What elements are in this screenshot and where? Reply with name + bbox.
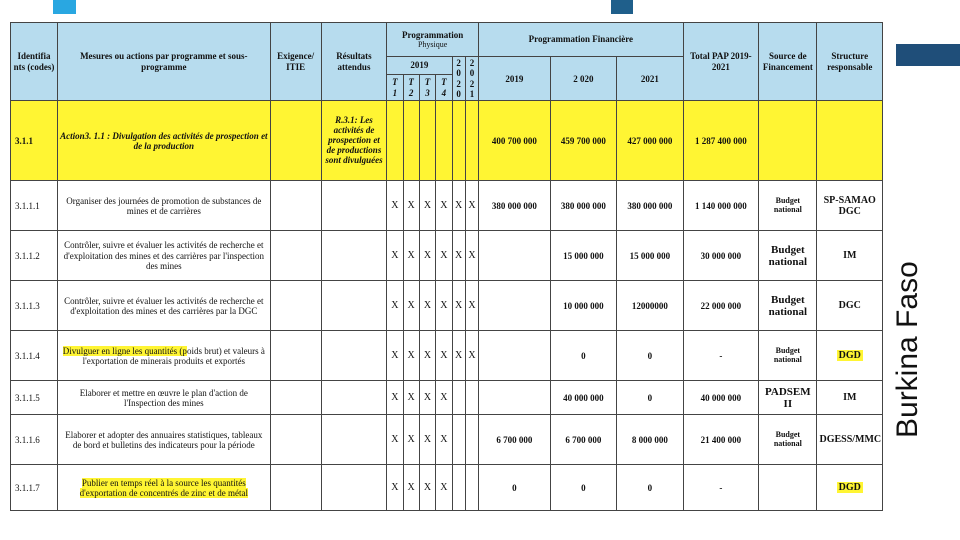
row-result (321, 331, 386, 381)
row-y2021: X (465, 331, 478, 381)
row-result (321, 465, 386, 511)
row-exigence (270, 231, 321, 281)
header-q2: T 2 (403, 74, 419, 101)
row-t3: X (419, 231, 435, 281)
header-identif: Identifia nts (codes) (11, 23, 58, 101)
action-fin-2020: 459 700 000 (550, 101, 616, 181)
header-q1: T 1 (387, 74, 403, 101)
row-y2020 (452, 415, 465, 465)
row-structure (817, 331, 883, 381)
row-result (321, 231, 386, 281)
row-total: 22 000 000 (683, 281, 759, 331)
row-structure (817, 415, 883, 465)
header-prog-physique-title: Programmation (401, 29, 464, 40)
header-prog-financiere: Programmation Financière (479, 23, 683, 57)
row-exigence (270, 181, 321, 231)
row-structure-text: DGC (838, 300, 861, 312)
row-structure (817, 281, 883, 331)
row-t3: X (419, 181, 435, 231)
row-t4: X (436, 415, 452, 465)
row-source: Budget national (759, 281, 817, 331)
header-exigence: Exigence/ ITIE (270, 23, 321, 101)
row-code: 3.1.1.7 (11, 465, 58, 511)
row-measure (58, 331, 271, 381)
row-structure-text: IM (843, 250, 857, 262)
row-measure-text: Contrôler, suivre et évaluer les activités de recherche et d'exploitation des mines et des carrières par l'inspection des mines (63, 240, 265, 272)
action-row (11, 101, 883, 181)
row-t1: X (387, 381, 403, 415)
row-t1: X (387, 231, 403, 281)
action-total: 1 287 400 000 (683, 101, 759, 181)
row-t2: X (403, 381, 419, 415)
row-fin-2019 (479, 231, 551, 281)
row-t4: X (436, 281, 452, 331)
row-total: 40 000 000 (683, 381, 759, 415)
row-fin-2021: 0 (617, 381, 683, 415)
row-y2021: X (465, 281, 478, 331)
row-t3: X (419, 381, 435, 415)
header-year-2020: 2 0 2 0 (452, 57, 465, 101)
row-fin-2019: 6 700 000 (479, 415, 551, 465)
action-exigence (270, 101, 321, 181)
row-fin-2021: 15 000 000 (617, 231, 683, 281)
row-result (321, 415, 386, 465)
row-exigence (270, 281, 321, 331)
row-structure-text: SP-SAMAO DGC (823, 194, 876, 217)
row-exigence (270, 465, 321, 511)
row-t3: X (419, 465, 435, 511)
row-source: PADSEM II (759, 381, 817, 415)
row-exigence (270, 381, 321, 415)
row-code: 3.1.1.4 (11, 331, 58, 381)
decorative-bar-side (896, 44, 960, 66)
header-prog-physique-sub: Physique (417, 40, 448, 50)
row-fin-2019: 380 000 000 (479, 181, 551, 231)
table-row-3-1-1-3 (11, 281, 883, 331)
row-measure-text: Elaborer et adopter des annuaires statistiques, tableaux de bord et bulletins des indicateurs pour la période (65, 429, 263, 450)
row-fin-2019: 0 (479, 465, 551, 511)
row-structure (817, 381, 883, 415)
header-q3: T 3 (419, 74, 435, 101)
row-source: Budget national (759, 181, 817, 231)
row-t1: X (387, 415, 403, 465)
row-t2: X (403, 415, 419, 465)
row-fin-2020: 6 700 000 (550, 415, 616, 465)
table-row-3-1-1-6 (11, 415, 883, 465)
table-row-3-1-1-2 (11, 231, 883, 281)
decorative-bar-right (611, 0, 633, 14)
row-t2: X (403, 281, 419, 331)
row-y2020: X (452, 331, 465, 381)
row-source: Budget national (759, 331, 817, 381)
action-result: R.3.1: Les activités de prospection et de productions sont divulguées (321, 101, 386, 181)
row-fin-2019 (479, 331, 551, 381)
action-fin-2021: 427 000 000 (617, 101, 683, 181)
header-mesures: Mesures ou actions par programme et sous-programme (58, 23, 271, 101)
row-result (321, 381, 386, 415)
row-source: Budget national (759, 231, 817, 281)
row-y2021 (465, 415, 478, 465)
row-t3: X (419, 415, 435, 465)
row-structure (817, 181, 883, 231)
country-title: Burkina Faso (891, 261, 924, 438)
row-source (759, 465, 817, 511)
header-year-2021: 2 0 2 1 (465, 57, 478, 101)
row-fin-2020: 10 000 000 (550, 281, 616, 331)
header-fin-2020: 2 020 (550, 57, 616, 101)
table-row-3-1-1-4 (11, 331, 883, 381)
table-row-3-1-1-7 (11, 465, 883, 511)
row-total: 21 400 000 (683, 415, 759, 465)
row-t2: X (403, 231, 419, 281)
table-row-3-1-1-1 (11, 181, 883, 231)
row-fin-2019 (479, 281, 551, 331)
row-measure (58, 281, 271, 331)
row-y2020 (452, 465, 465, 511)
row-t1: X (387, 281, 403, 331)
row-y2020: X (452, 281, 465, 331)
row-result (321, 281, 386, 331)
row-fin-2021: 8 000 000 (617, 415, 683, 465)
row-t4: X (436, 181, 452, 231)
row-fin-2021: 0 (617, 465, 683, 511)
row-result (321, 181, 386, 231)
row-fin-2019 (479, 381, 551, 415)
row-y2020: X (452, 231, 465, 281)
row-measure (58, 231, 271, 281)
row-structure (817, 465, 883, 511)
row-y2021 (465, 381, 478, 415)
header-fin-2021: 2021 (617, 57, 683, 101)
header-total: Total PAP 2019-2021 (683, 23, 759, 101)
row-y2020: X (452, 181, 465, 231)
header-source: Source de Financement (759, 23, 817, 101)
header-year-2019: 2019 (387, 57, 452, 75)
row-structure-text: DGD (838, 350, 861, 362)
header-resultats: Résultats attendus (321, 23, 386, 101)
row-t2: X (403, 465, 419, 511)
row-fin-2021: 0 (617, 331, 683, 381)
row-fin-2020: 0 (550, 465, 616, 511)
row-measure-text: oids brut) et valeurs à l'exportation de minerais produits et exportés (82, 345, 265, 366)
row-y2021 (465, 465, 478, 511)
row-measure-text: Elaborer et mettre en œuvre le plan d'action de l'Inspection des mines (79, 387, 248, 408)
row-t1: X (387, 465, 403, 511)
row-fin-2020: 380 000 000 (550, 181, 616, 231)
row-y2021: X (465, 181, 478, 231)
row-measure (58, 415, 271, 465)
row-code: 3.1.1.6 (11, 415, 58, 465)
row-y2021: X (465, 231, 478, 281)
row-t1: X (387, 181, 403, 231)
header-fin-2019: 2019 (479, 57, 551, 101)
row-t1: X (387, 331, 403, 381)
header-structure: Structure responsable (817, 23, 883, 101)
row-total: 1 140 000 000 (683, 181, 759, 231)
row-total: 30 000 000 (683, 231, 759, 281)
row-y2020 (452, 381, 465, 415)
row-exigence (270, 331, 321, 381)
row-structure-text: DGD (838, 482, 861, 494)
row-code: 3.1.1.1 (11, 181, 58, 231)
row-exigence (270, 415, 321, 465)
row-structure (817, 231, 883, 281)
row-code: 3.1.1.5 (11, 381, 58, 415)
row-fin-2021: 380 000 000 (617, 181, 683, 231)
pap-table (10, 22, 883, 511)
decorative-bar-left (53, 0, 76, 14)
row-measure-text: Organiser des journées de promotion de substances de mines et de carrières (66, 195, 262, 216)
row-measure (58, 381, 271, 415)
row-t4: X (436, 381, 452, 415)
row-code: 3.1.1.3 (11, 281, 58, 331)
row-fin-2021: 12000000 (617, 281, 683, 331)
row-source: Budget national (759, 415, 817, 465)
row-t3: X (419, 281, 435, 331)
row-t3: X (419, 331, 435, 381)
row-fin-2020: 0 (550, 331, 616, 381)
row-total: - (683, 465, 759, 511)
row-t4: X (436, 465, 452, 511)
action-label: Action3. 1.1 : Divulgation des activités de prospection et de la production (58, 101, 271, 181)
header-prog-physique (387, 23, 479, 57)
row-t2: X (403, 331, 419, 381)
row-fin-2020: 15 000 000 (550, 231, 616, 281)
row-measure-highlight: Publier en temps réel à la source les quantités d'exportation de concentrés de zinc et de métal (79, 477, 248, 498)
row-t4: X (436, 231, 452, 281)
row-code: 3.1.1.2 (11, 231, 58, 281)
row-measure-highlight: Divulguer en ligne les quantités (p (62, 345, 187, 356)
table-row-3-1-1-5 (11, 381, 883, 415)
row-structure-text: IM (843, 392, 857, 404)
action-fin-2019: 400 700 000 (479, 101, 551, 181)
row-t4: X (436, 331, 452, 381)
row-total: - (683, 331, 759, 381)
row-measure (58, 465, 271, 511)
action-code: 3.1.1 (11, 101, 58, 181)
row-fin-2020: 40 000 000 (550, 381, 616, 415)
header-q4: T 4 (436, 74, 452, 101)
row-t2: X (403, 181, 419, 231)
row-measure-text: Contrôler, suivre et évaluer les activités de recherche et d'exploitation des mines et des carrières par la DGC (64, 295, 264, 316)
row-structure-text: DGESS/MMC (819, 434, 882, 446)
row-measure (58, 181, 271, 231)
